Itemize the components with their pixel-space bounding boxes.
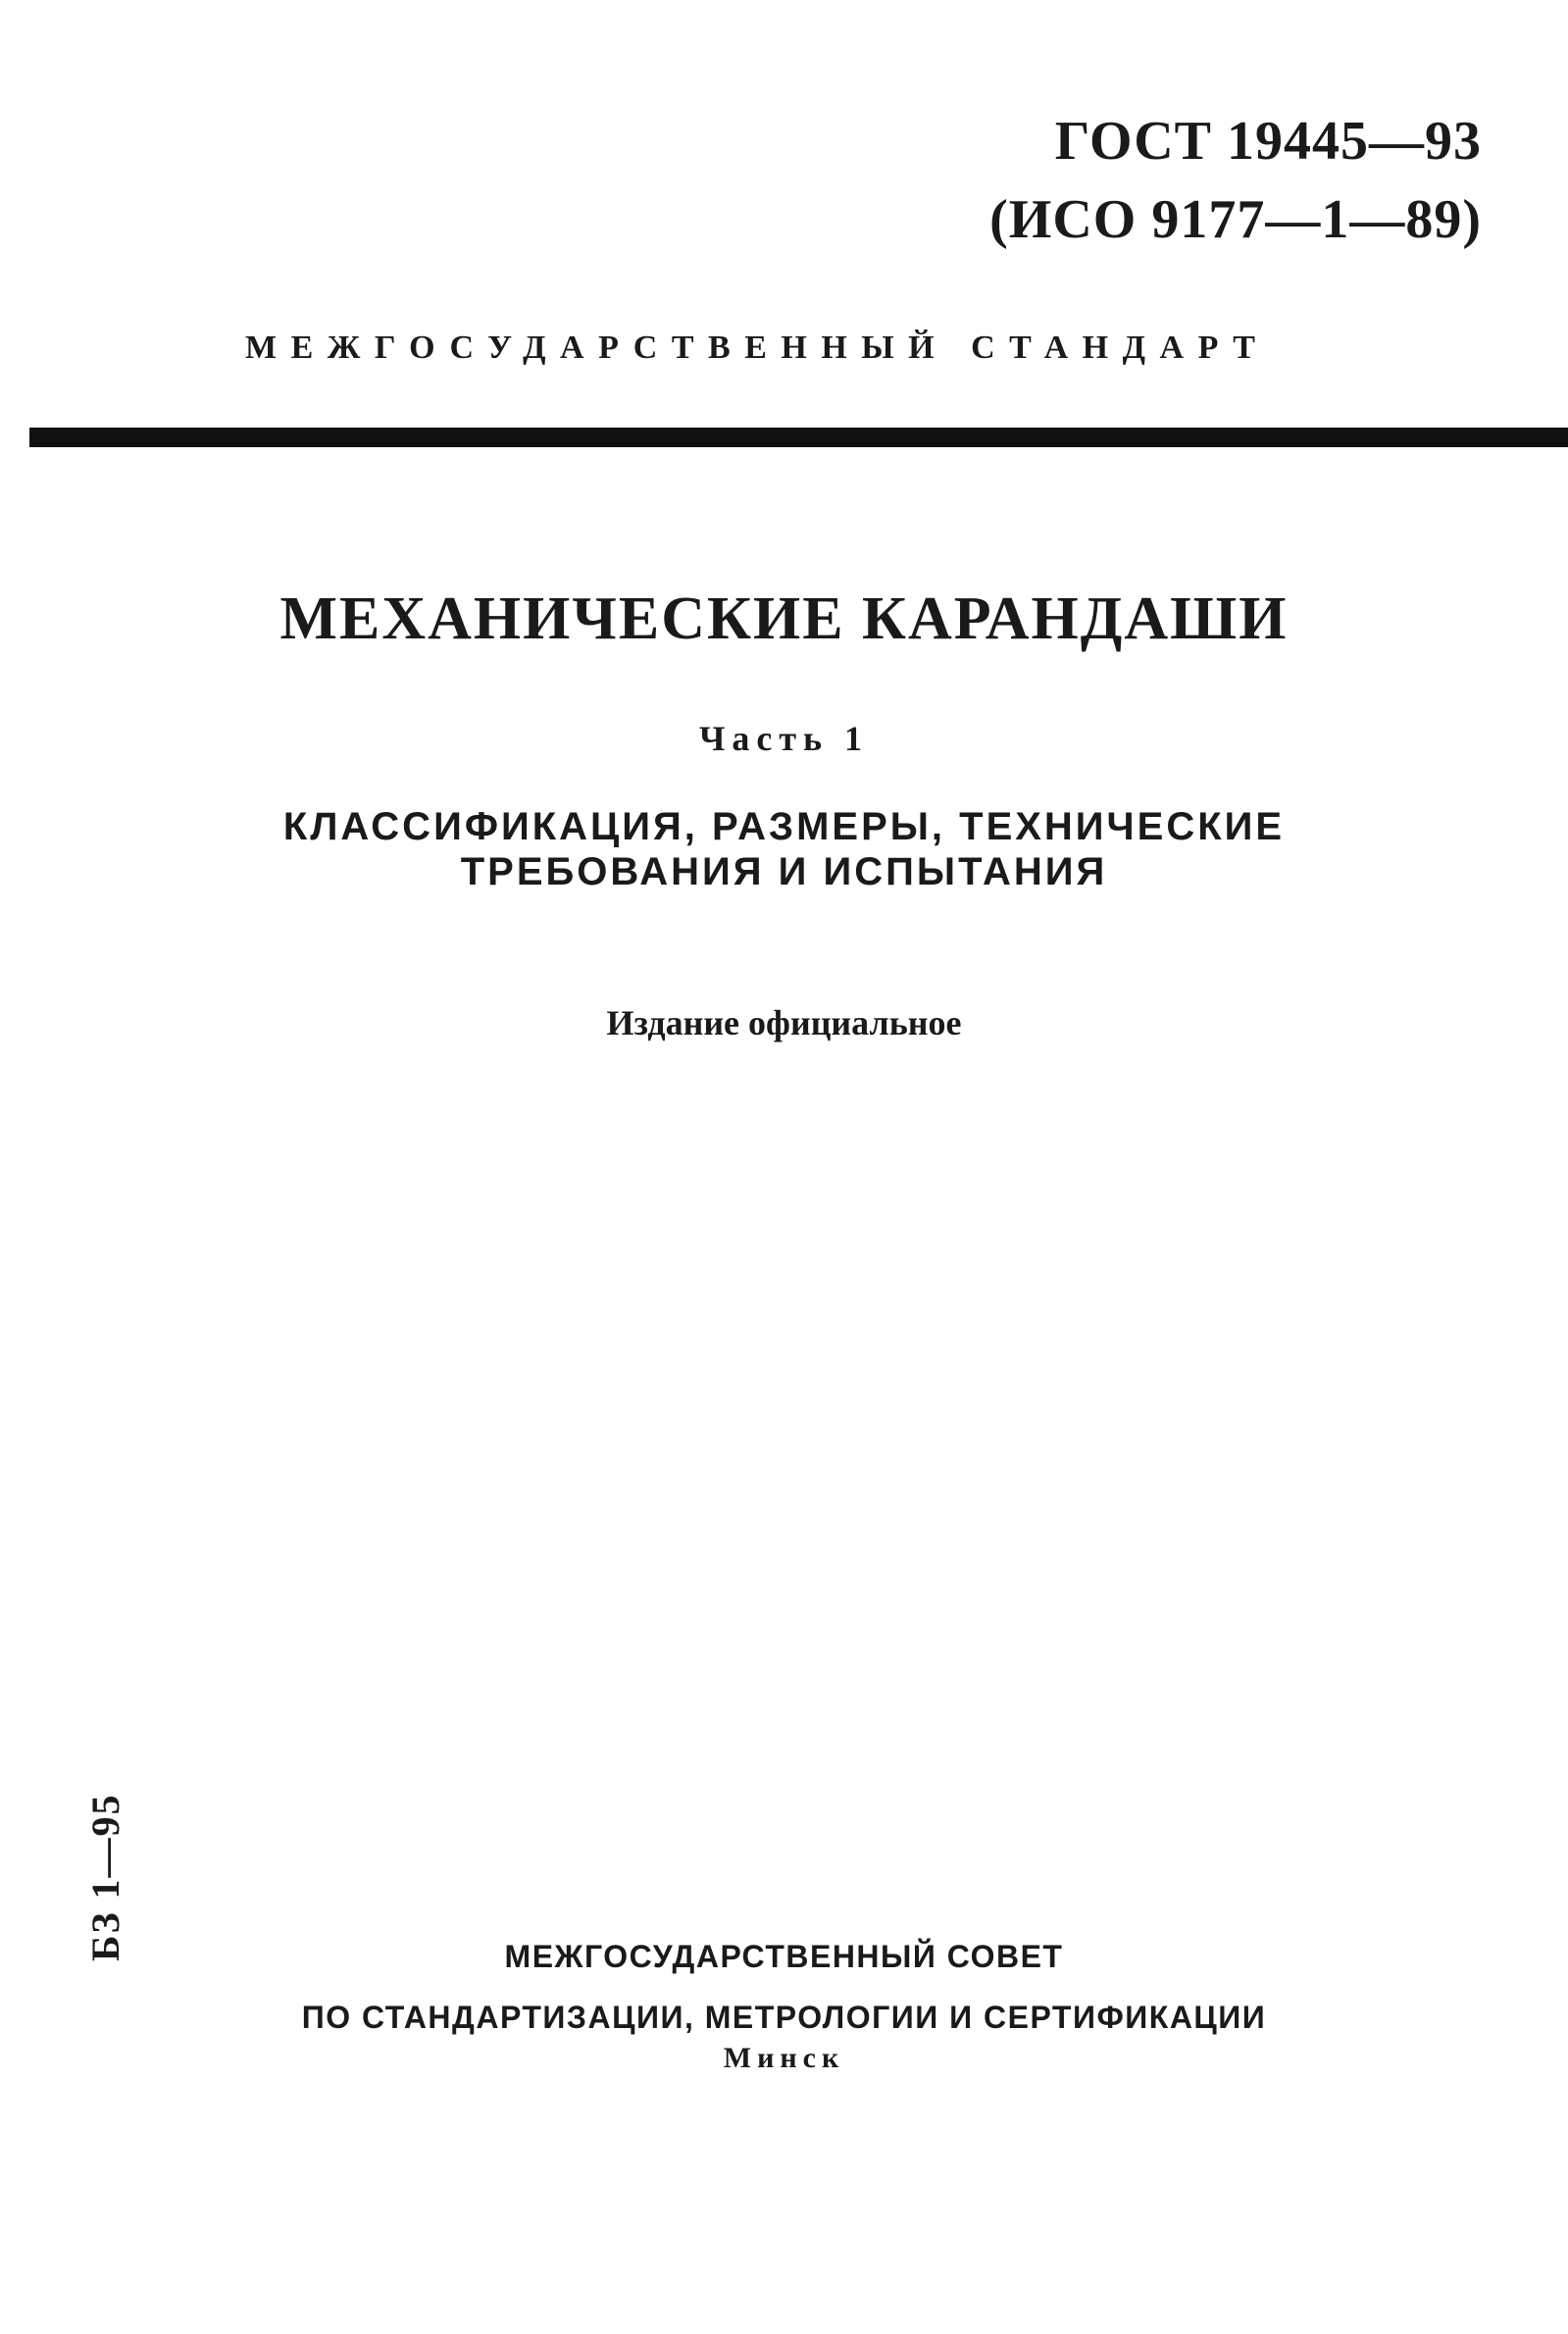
document-title: МЕХАНИЧЕСКИЕ КАРАНДАШИ <box>279 585 1289 652</box>
publisher-line-2: ПО СТАНДАРТИЗАЦИИ, МЕТРОЛОГИИ И СЕРТИФИКАЦИИ <box>301 2000 1267 2035</box>
publisher-block <box>0 1926 1568 2048</box>
subtitle-line-2: ТРЕБОВАНИЯ И ИСПЫТАНИЯ <box>460 850 1108 893</box>
standard-type-label: МЕЖГОСУДАРСТВЕННЫЙ СТАНДАРТ <box>245 330 1270 366</box>
part-label: Часть 1 <box>698 719 870 758</box>
document-subtitle <box>0 804 1568 894</box>
standard-designation <box>989 102 1482 259</box>
edition-label: Издание официальное <box>606 1003 962 1042</box>
iso-number: (ИСО 9177—1—89) <box>989 189 1482 250</box>
side-code: БЗ 1—95 <box>83 1793 127 1961</box>
header-divider <box>29 428 1568 447</box>
subtitle-line-1: КЛАССИФИКАЦИЯ, РАЗМЕРЫ, ТЕХНИЧЕСКИЕ <box>282 805 1286 848</box>
publisher-line-1: МЕЖГОСУДАРСТВЕННЫЙ СОВЕТ <box>504 1939 1064 1974</box>
publisher-city: Минск <box>723 2042 845 2074</box>
gost-number: ГОСТ 19445—93 <box>1054 111 1482 172</box>
